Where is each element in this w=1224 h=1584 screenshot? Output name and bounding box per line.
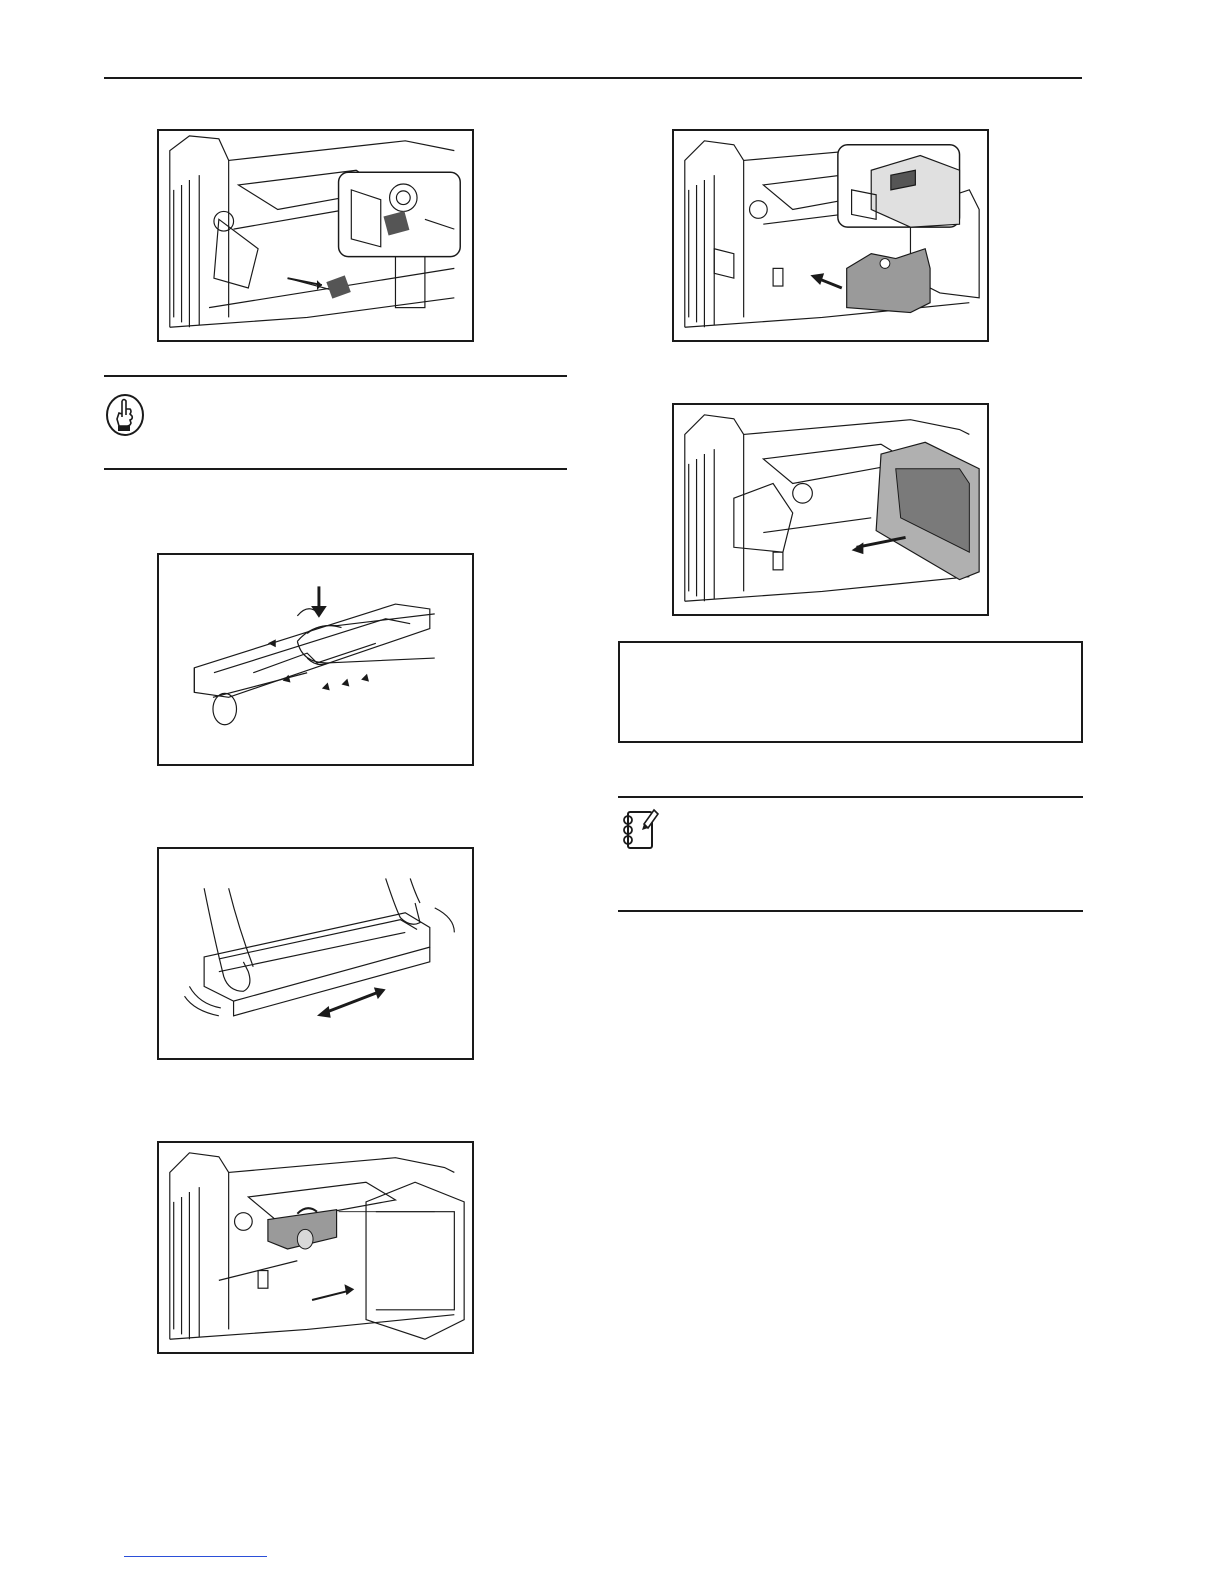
printer-waste-box-insert-illustration bbox=[674, 131, 987, 340]
pointing-hand-icon bbox=[105, 393, 145, 437]
note-top-rule bbox=[618, 796, 1083, 798]
notepad-pen-icon bbox=[620, 808, 660, 854]
toner-cartridge-shake-illustration bbox=[159, 849, 472, 1058]
footer-link-underline[interactable] bbox=[124, 1556, 267, 1557]
figure-close-front-cover bbox=[672, 403, 989, 616]
figure-tap-toner-cartridge bbox=[157, 553, 474, 766]
caution-box bbox=[618, 641, 1083, 743]
figure-insert-waste-toner-box bbox=[672, 129, 989, 342]
printer-toner-insert-illustration bbox=[159, 1143, 472, 1352]
important-notice-bottom-rule bbox=[104, 468, 567, 470]
header-rule bbox=[104, 77, 1082, 79]
toner-cartridge-tap-illustration bbox=[159, 555, 472, 764]
figure-shake-toner-cartridge bbox=[157, 847, 474, 1060]
note-bottom-rule bbox=[618, 910, 1083, 912]
printer-toner-cap-removal-illustration bbox=[159, 131, 472, 340]
important-notice-top-rule bbox=[104, 375, 567, 377]
figure-remove-toner-cap bbox=[157, 129, 474, 342]
printer-front-cover-close-illustration bbox=[674, 405, 987, 614]
figure-insert-toner-cartridge bbox=[157, 1141, 474, 1354]
